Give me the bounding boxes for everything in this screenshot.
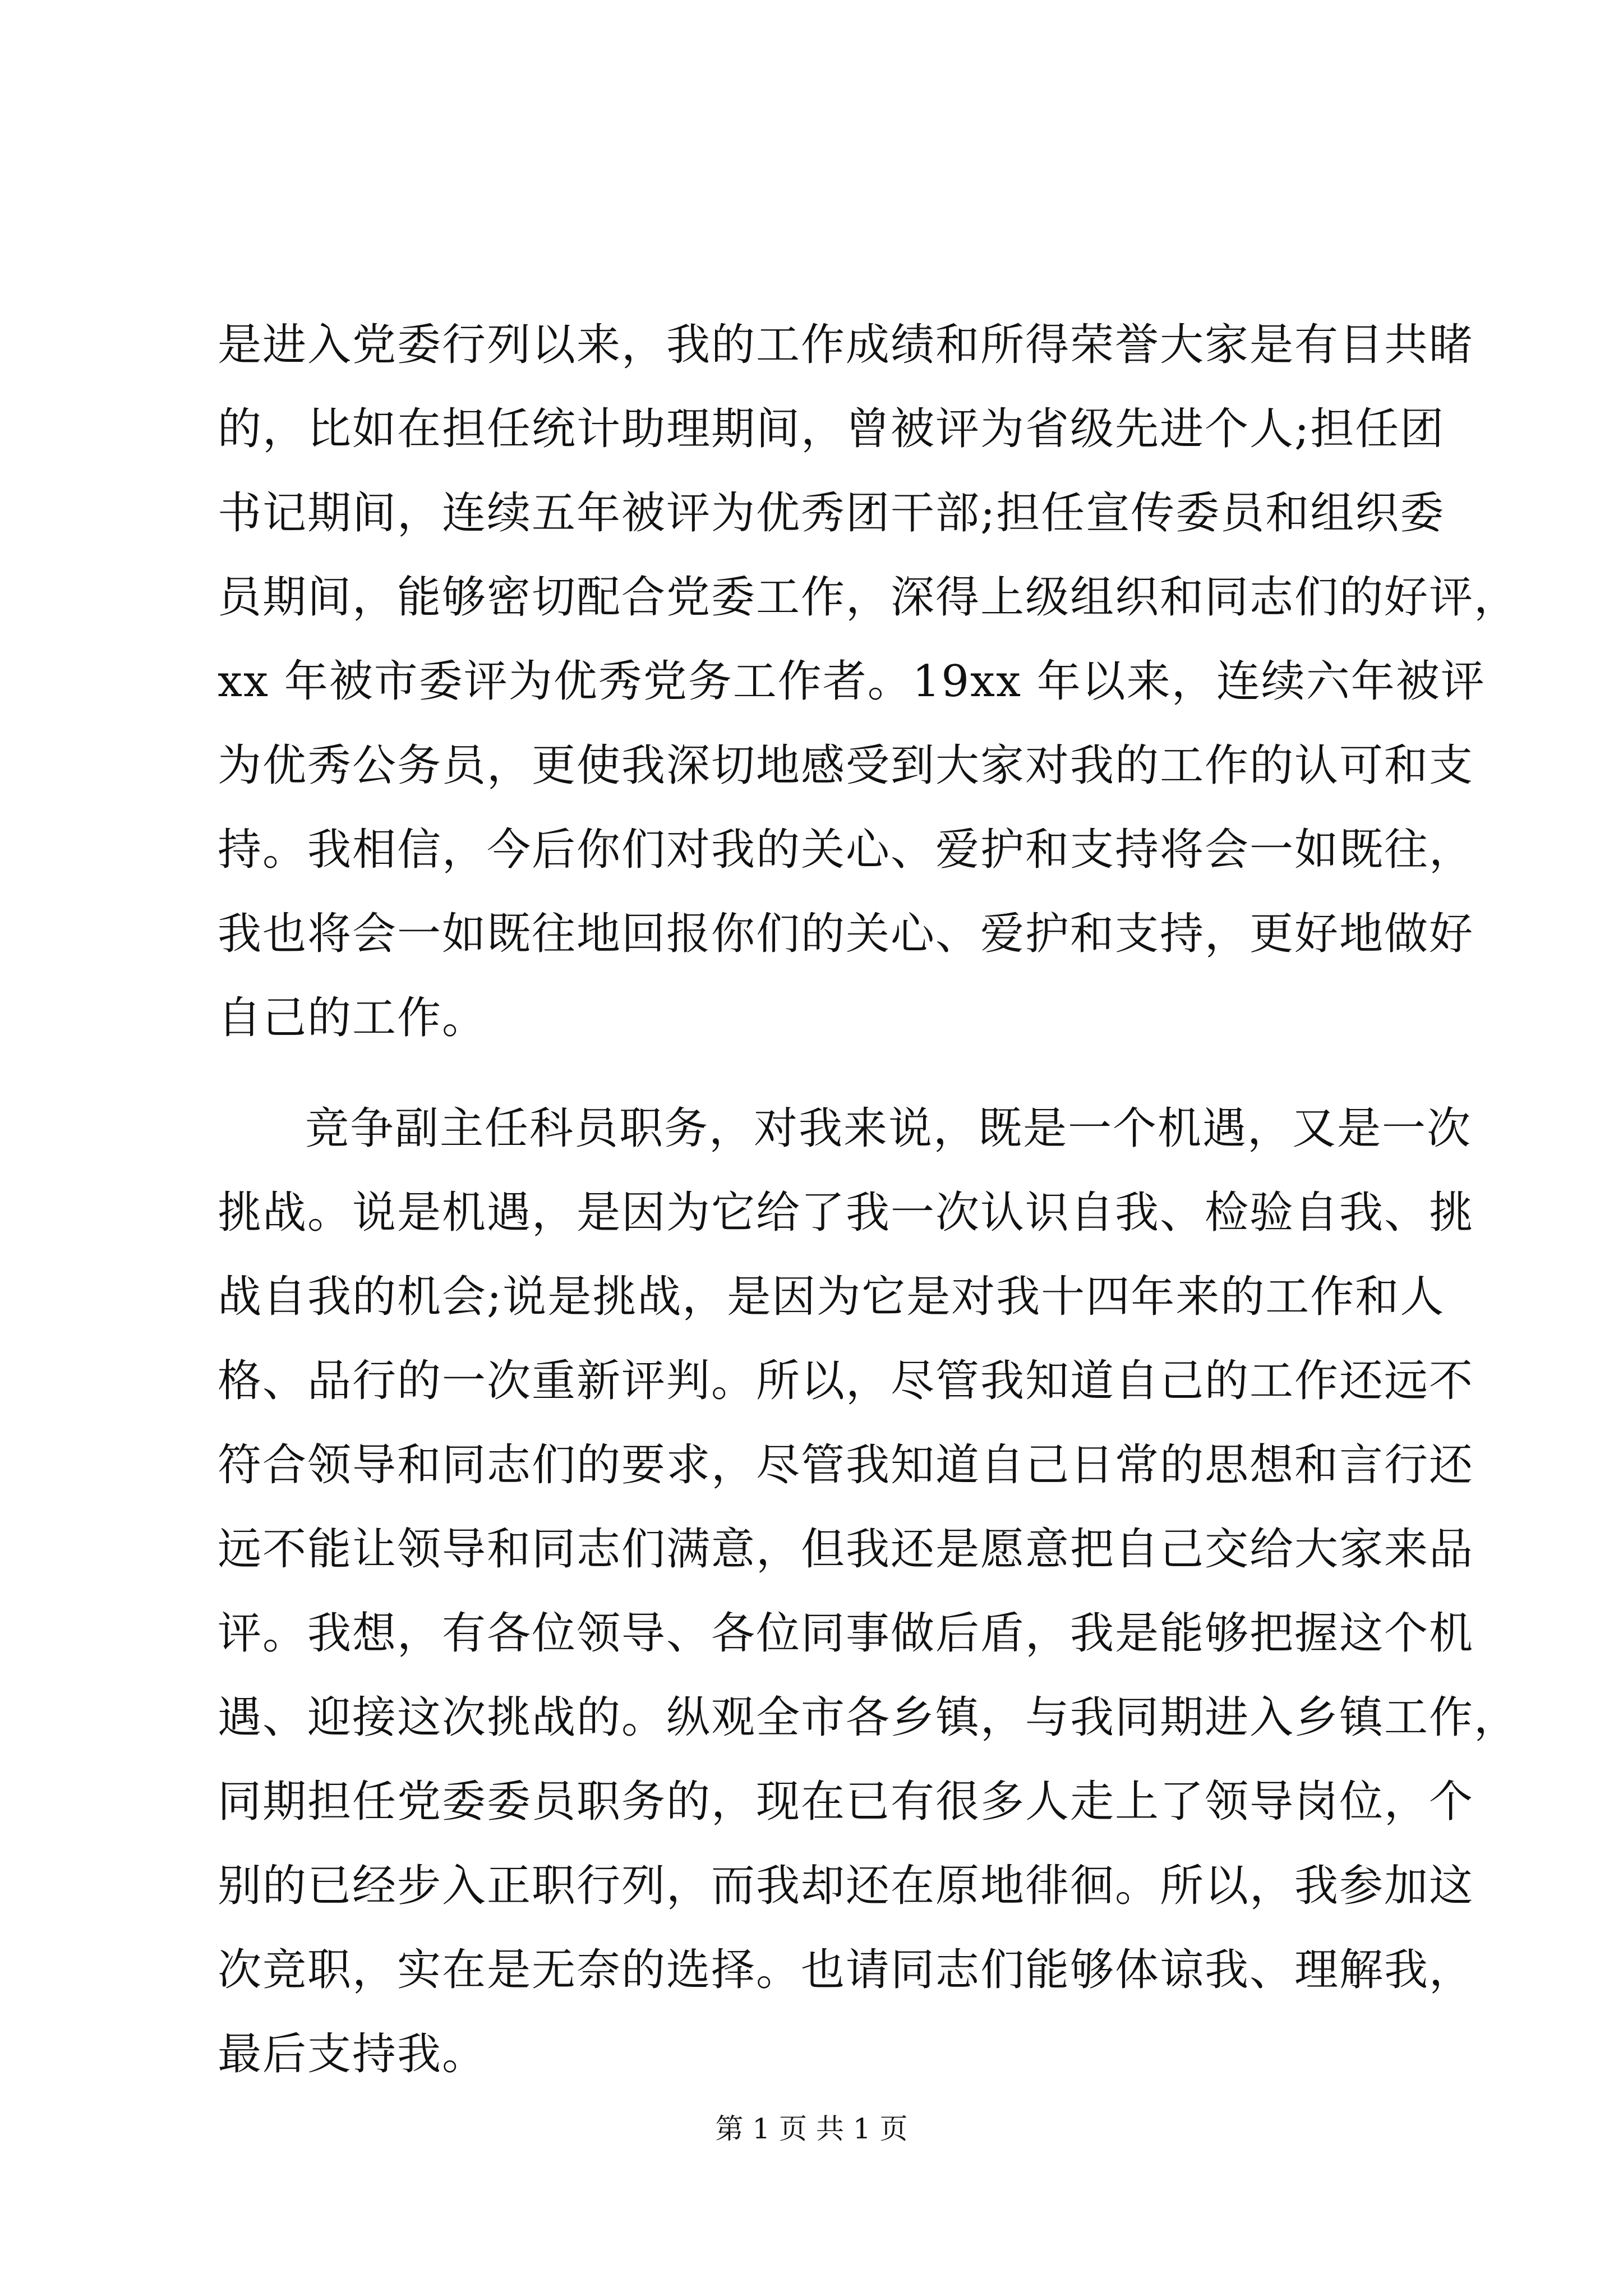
text-line: 自己的工作。 [218, 993, 487, 1043]
page-number-label: 第 1 页 共 1 页 [715, 2113, 908, 2145]
text-line: 的，比如在担任统计助理期间，曾被评为省级先进个人;担任团 [218, 404, 1445, 454]
text-line: xx 年被市委评为优秀党务工作者。19xx 年以来，连续六年被评 [218, 656, 1486, 707]
document-body [218, 303, 1519, 2096]
text-line: 遇、迎接这次挑战的。纵观全市各乡镇，与我同期进入乡镇工作， [218, 1692, 1519, 1743]
text-line: 挑战。说是机遇，是因为它给了我一次认识自我、检验自我、挑 [218, 1188, 1474, 1238]
text-line: 竞争副主任科员职务，对我来说，既是一个机遇，又是一次 [305, 1103, 1472, 1154]
text-line: 符合领导和同志们的要求，尽管我知道自己日常的思想和言行还 [218, 1440, 1474, 1490]
page-footer [0, 2109, 1623, 2148]
paragraph-spacing [218, 1060, 1440, 1087]
text-line: 员期间，能够密切配合党委工作，深得上级组织和同志们的好评， [218, 572, 1519, 623]
text-line: 我也将会一如既往地回报你们的关心、爱护和支持，更好地做好 [218, 909, 1474, 959]
text-line: 格、品行的一次重新评判。所以，尽管我知道自己的工作还远不 [218, 1356, 1474, 1406]
text-line: 持。我相信，今后你们对我的关心、爱护和支持将会一如既往， [218, 825, 1474, 875]
text-line: 远不能让领导和同志们满意，但我还是愿意把自己交给大家来品 [218, 1524, 1474, 1575]
text-line: 次竞职，实在是无奈的选择。也请同志们能够体谅我、理解我， [218, 1945, 1474, 1995]
text-line: 同期担任党委委员职务的，现在已有很多人走上了领导岗位，个 [218, 1777, 1474, 1827]
text-line: 别的已经步入正职行列，而我却还在原地徘徊。所以，我参加这 [218, 1861, 1474, 1911]
paragraph-2 [218, 1087, 1519, 2096]
text-line: 战自我的机会;说是挑战，是因为它是对我十四年来的工作和人 [218, 1272, 1445, 1322]
text-line: 最后支持我。 [218, 2029, 487, 2079]
text-line: 为优秀公务员，更使我深切地感受到大家对我的工作的认可和支 [218, 740, 1474, 791]
text-line: 评。我想，有各位领导、各位同事做后盾，我是能够把握这个机 [218, 1608, 1474, 1659]
paragraph-1 [218, 303, 1519, 1060]
text-line: 是进入党委行列以来，我的工作成绩和所得荣誉大家是有目共睹 [218, 320, 1474, 370]
text-line: 书记期间，连续五年被评为优秀团干部;担任宣传委员和组织委 [218, 488, 1445, 539]
